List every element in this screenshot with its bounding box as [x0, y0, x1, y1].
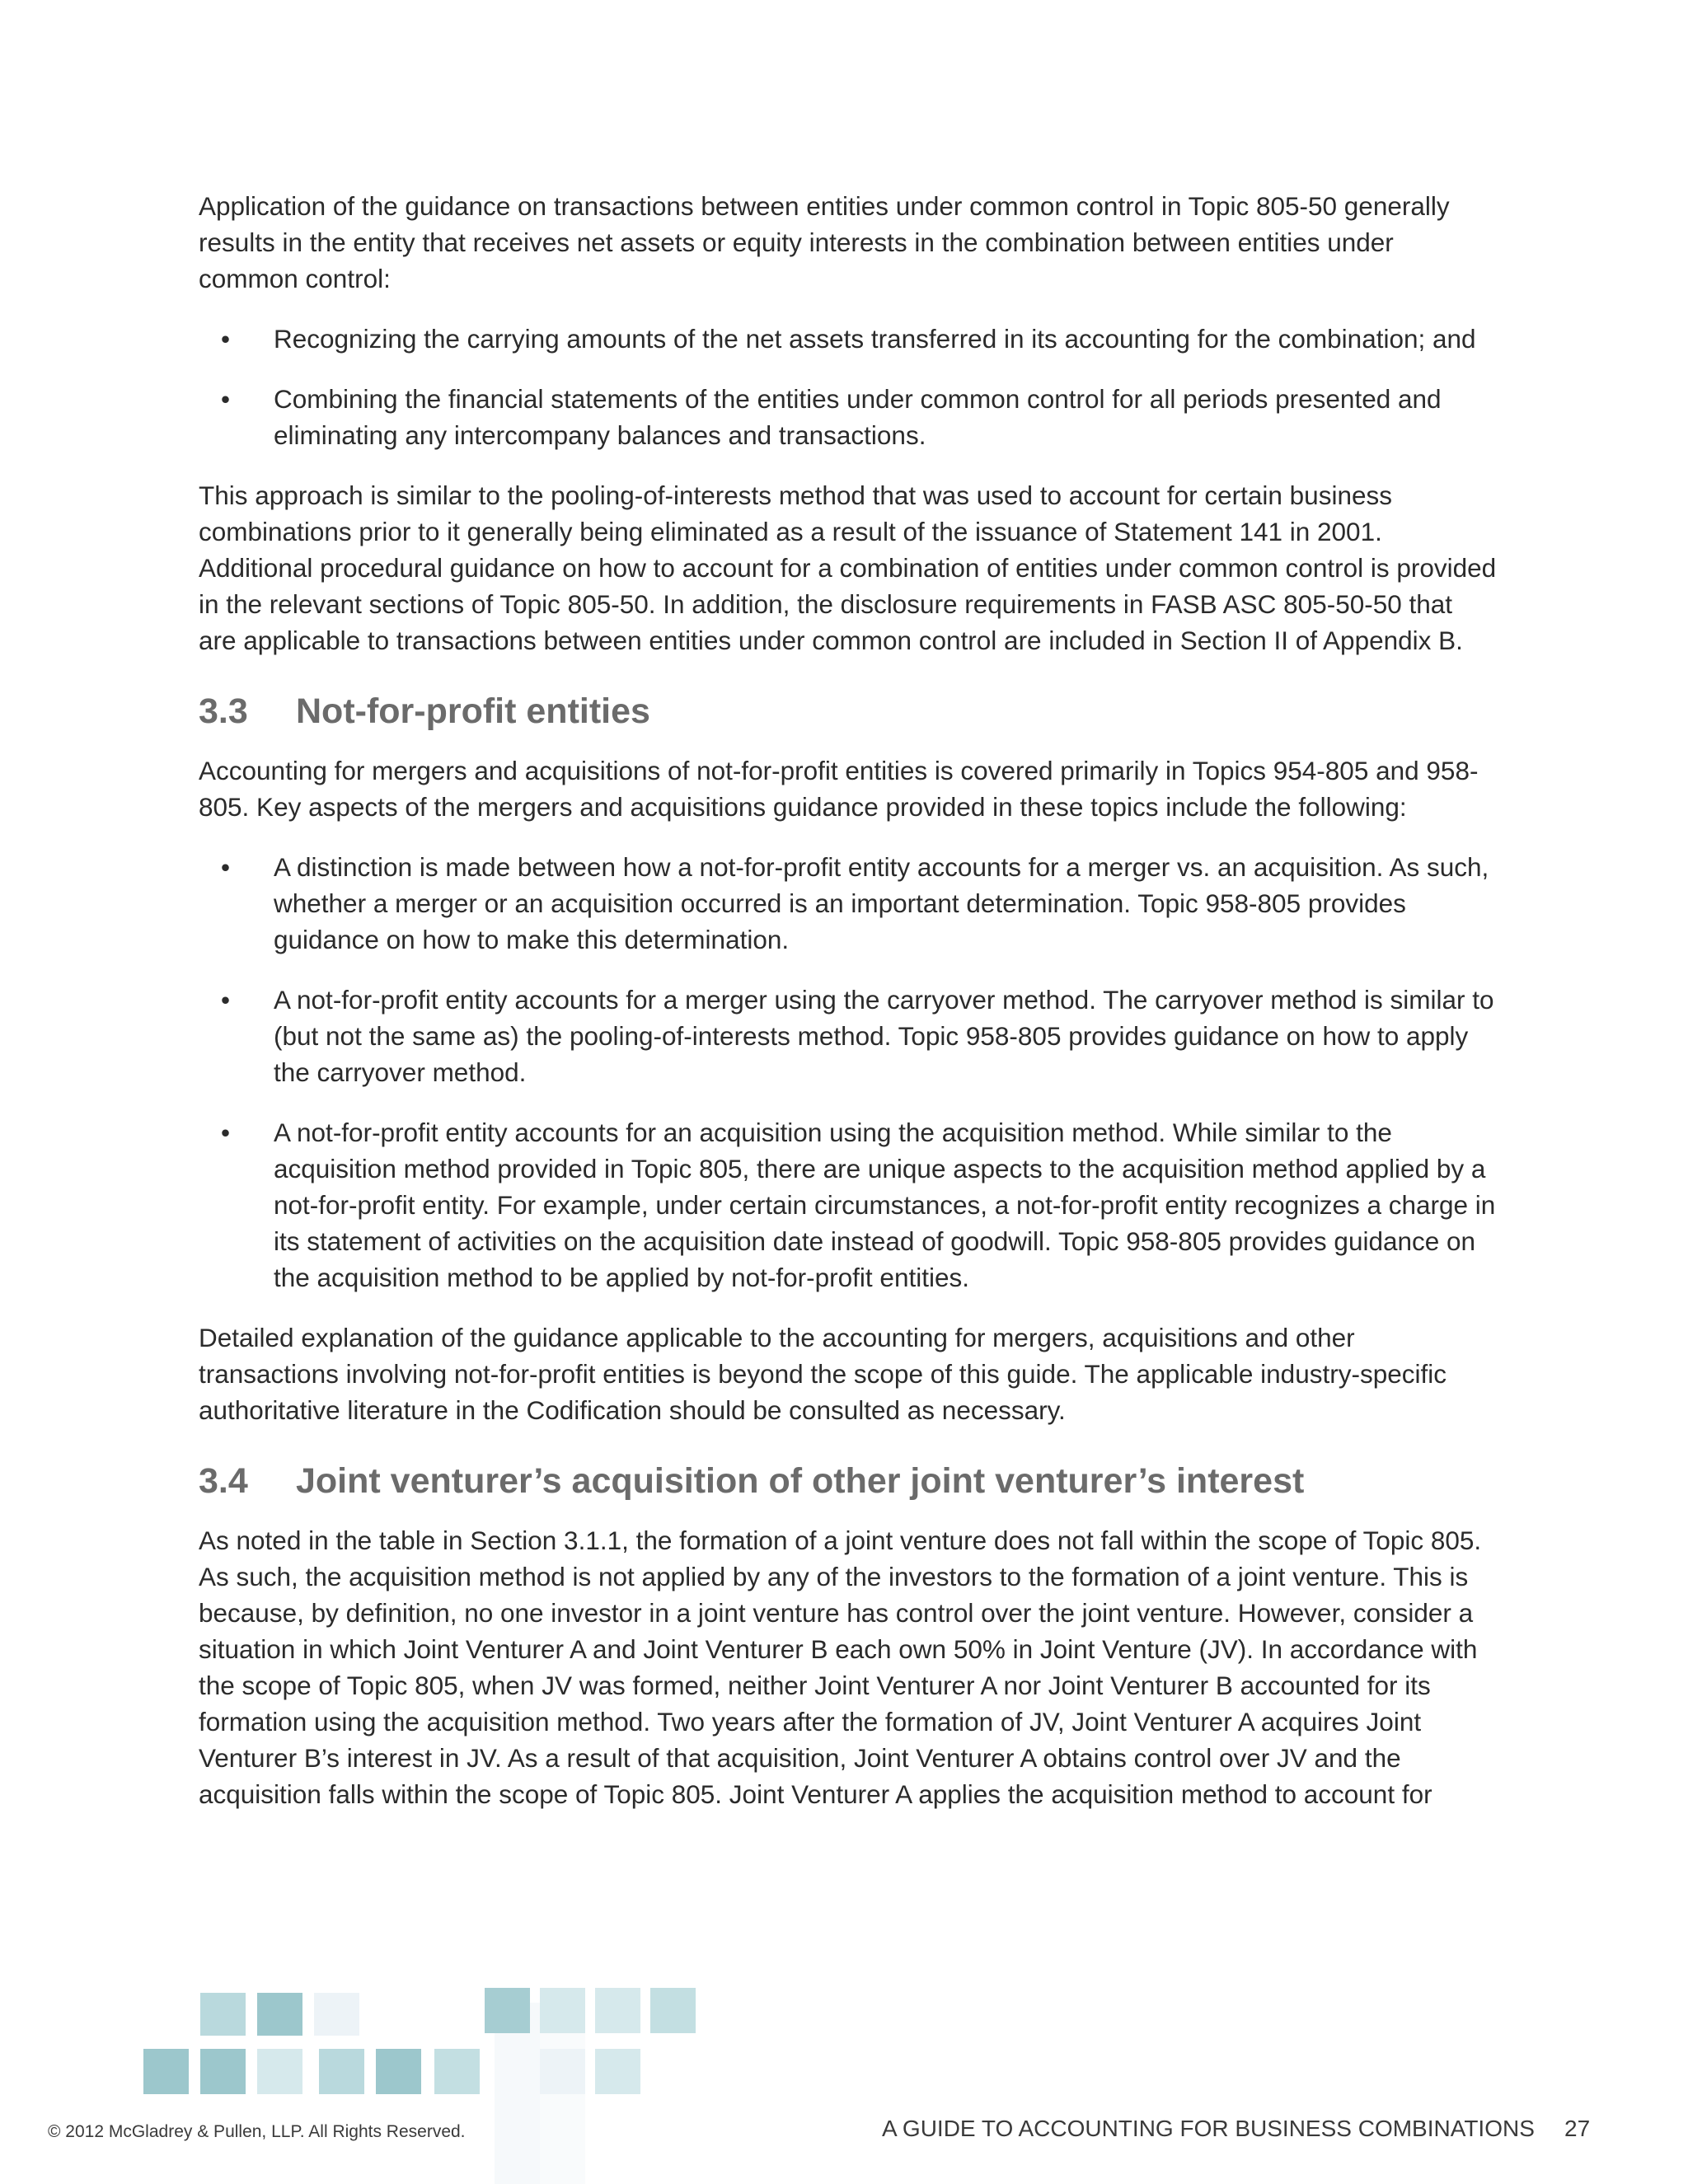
decor-square — [319, 2049, 364, 2094]
nfp-paragraph-2: Detailed explanation of the guidance applicable to the accounting for mergers, acquisitions and other transactions involving not-for-profit entities is beyond the scope of this guide. The applicable industry-specific authoritative literature in the Codification should be consulted as necessary. — [199, 1323, 1447, 1425]
decor-square — [257, 1993, 302, 2036]
decor-square — [434, 2049, 480, 2094]
list-item-text: Recognizing the carrying amounts of the net assets transferred in its accounting for the combination; and — [274, 324, 1476, 354]
list-item-text: A not-for-profit entity accounts for an acquisition using the acquisition method. While similar to the acquisition method provided in Topic 805, there are unique aspects to the acquisition method applied by a not-for-profit entity. For example, under certain circumstances, a not-for-profit entity recognizes a charge in its statement of activities on the acquisition date instead of goodwill. Topic 958-805 provides guidance on the acquisition method to be applied by not-for-profit entities. — [274, 1118, 1496, 1292]
decor-square — [314, 1993, 359, 2036]
list-item — [199, 321, 1497, 357]
decor-square — [143, 2049, 189, 2094]
intro-bullet-list — [199, 321, 1497, 453]
section-number: 3.4 — [199, 1461, 248, 1501]
guide-title: A GUIDE TO ACCOUNTING FOR BUSINESS COMBINATIONS — [882, 2116, 1535, 2141]
decor-fade-column — [540, 2003, 585, 2184]
nfp-paragraph-1: Accounting for mergers and acquisitions of not-for-profit entities is covered primarily in Topics 954-805 and 958-805. Key aspects of the mergers and acquisitions guidance provided in these topics include the following: — [199, 756, 1479, 822]
section-number: 3.3 — [199, 691, 248, 731]
list-item — [199, 1114, 1497, 1296]
bullet-icon: • — [221, 1118, 231, 1147]
bullet-icon: • — [221, 384, 231, 414]
decor-square — [595, 2049, 640, 2094]
bullet-icon: • — [221, 324, 231, 354]
pooling-paragraph: This approach is similar to the pooling-of-interests method that was used to account for certain business combinations prior to it generally being eliminated as a result of the issuance of Statement 141 in 2001. Additional procedural guidance on how to account for a combination of entities under common control is provided in the relevant sections of Topic 805-50. In addition, the disclosure requirements in FASB ASC 805-50-50 that are applicable to transactions between entities under common control are included in Section II of Appendix B. — [199, 480, 1497, 655]
bullet-icon: • — [221, 852, 231, 882]
page-number: 27 — [1564, 2116, 1591, 2141]
decor-square — [376, 2049, 421, 2094]
decor-square — [595, 1988, 640, 2033]
nfp-bullet-list — [199, 849, 1497, 1296]
list-item — [199, 381, 1497, 453]
section-heading-3-3 — [199, 688, 1497, 734]
decor-square — [200, 1993, 246, 2036]
decor-square — [540, 2049, 585, 2094]
decor-square — [257, 2049, 302, 2094]
intro-paragraph: Application of the guidance on transactions between entities under common control in Topic 805-50 generally results in the entity that receives net assets or equity interests in the combination between entities under common control: — [199, 191, 1450, 293]
section-title: Joint venturer’s acquisition of other joint venturer’s interest — [296, 1461, 1305, 1501]
joint-venture-paragraph: As noted in the table in Section 3.1.1, the formation of a joint venture does not fall within the scope of Topic 805. As such, the acquisition method is not applied by any of the investors to the formation of a joint venture. This is because, by definition, no one investor in a joint venture has control over the joint venture. However, consider a situation in which Joint Venturer A and Joint Venturer B each own 50% in Joint Venture (JV). In accordance with the scope of Topic 805, when JV was formed, neither Joint Venturer A nor Joint Venturer B accounted for its formation using the acquisition method. Two years after the formation of JV, Joint Venturer A acquires Joint Venturer B’s interest in JV. As a result of that acquisition, Joint Venturer A obtains control over JV and the acquisition falls within the scope of Topic 805. Joint Venturer A applies the acquisition method to account for — [199, 1526, 1482, 1809]
list-item-text: A distinction is made between how a not-for-profit entity accounts for a merger vs. an acquisition. As such, whether a merger or an acquisition occurred is an important determination. Topic 958-805 provides guidance on how to make this determination. — [274, 852, 1489, 954]
list-item-text: Combining the financial statements of the entities under common control for all periods presented and eliminating any intercompany balances and transactions. — [274, 384, 1442, 450]
bullet-icon: • — [221, 985, 231, 1015]
copyright-notice: © 2012 McGladrey & Pullen, LLP. All Rights Reserved. — [48, 2122, 466, 2141]
decor-square — [200, 2049, 246, 2094]
decor-square — [650, 1988, 696, 2033]
list-item — [199, 849, 1497, 958]
decor-fade-column — [495, 2003, 540, 2184]
page-body — [199, 188, 1497, 1836]
section-title: Not-for-profit entities — [296, 691, 650, 731]
list-item — [199, 982, 1497, 1090]
section-heading-3-4 — [199, 1458, 1497, 1504]
list-item-text: A not-for-profit entity accounts for a merger using the carryover method. The carryover method is similar to (but not the same as) the pooling-of-interests method. Topic 958-805 provides guidance on how to apply the carryover method. — [274, 985, 1494, 1087]
decor-square — [540, 1988, 585, 2033]
decor-square — [485, 1988, 530, 2033]
